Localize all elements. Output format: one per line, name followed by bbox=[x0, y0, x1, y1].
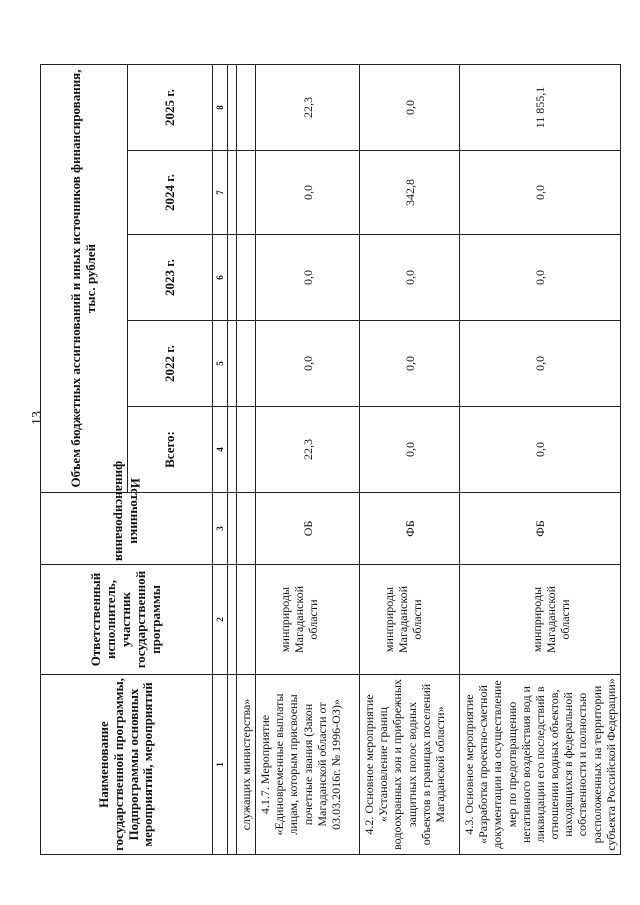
header-year-2025: 2025 г. bbox=[128, 64, 213, 150]
header-total: Всего: bbox=[128, 407, 213, 493]
row-total: 22,3 bbox=[256, 407, 360, 493]
header-year-2022: 2022 г. bbox=[128, 321, 213, 407]
row-responsible: минприроды Магаданской области bbox=[460, 565, 621, 675]
column-number: 6 bbox=[213, 235, 228, 321]
table-row bbox=[360, 64, 460, 854]
row-total: 0,0 bbox=[360, 407, 460, 493]
row-responsible: минприроды Магаданской области bbox=[256, 565, 360, 675]
row-2022: 0,0 bbox=[460, 321, 621, 407]
row-name: 4.2. Основное мероприятие «Установление границ водоохранных зон и прибрежных защитных полос водных объектов в границах поселений Магаданской области» bbox=[360, 675, 460, 855]
page-number: 13 bbox=[30, 411, 45, 425]
blank-cell bbox=[237, 493, 256, 565]
row-responsible: минприроды Магаданской области bbox=[360, 565, 460, 675]
blank-cell bbox=[237, 64, 256, 150]
row-2022: 0,0 bbox=[360, 321, 460, 407]
blank-cell bbox=[228, 565, 237, 675]
header-responsible: Ответственный исполнитель, участник государственной программы bbox=[41, 565, 213, 675]
row-2024: 0,0 bbox=[460, 151, 621, 235]
header-funding-source bbox=[41, 460, 213, 565]
blank-cell bbox=[237, 565, 256, 675]
header-year-2023: 2023 г. bbox=[128, 235, 213, 321]
row-2022: 0,0 bbox=[256, 321, 360, 407]
blank-cell bbox=[228, 151, 237, 235]
row-2023: 0,0 bbox=[460, 235, 621, 321]
row-total: 0,0 bbox=[460, 407, 621, 493]
column-number: 1 bbox=[213, 675, 228, 855]
row-source: ОБ bbox=[256, 493, 360, 565]
blank-cell bbox=[237, 407, 256, 493]
column-number: 2 bbox=[213, 565, 228, 675]
table-row bbox=[256, 64, 360, 854]
row-2023: 0,0 bbox=[256, 235, 360, 321]
row-2024: 342,8 bbox=[360, 151, 460, 235]
column-number: 3 bbox=[213, 493, 228, 565]
column-number: 5 bbox=[213, 321, 228, 407]
header-year-2024: 2024 г. bbox=[128, 151, 213, 235]
blank-cell bbox=[228, 407, 237, 493]
row-source: ФБ bbox=[460, 493, 621, 565]
table-row bbox=[460, 64, 621, 854]
column-number: 8 bbox=[213, 64, 228, 150]
column-number: 4 bbox=[213, 407, 228, 493]
blank-cell bbox=[237, 235, 256, 321]
row-2025: 22,3 bbox=[256, 64, 360, 150]
continuation-text: служащих министерства» bbox=[237, 675, 256, 855]
header-funding-group: Объем бюджетных ассигнований и иных источников финансирования, тыс. рублей bbox=[41, 64, 128, 492]
budget-table bbox=[40, 64, 621, 855]
header-funding-source-text: Источники финансирования bbox=[112, 460, 143, 562]
header-program-name: Наименование государственной программы, Подпрограммы основных мероприятий, мероприятий bbox=[41, 675, 213, 855]
blank-cell bbox=[228, 321, 237, 407]
column-number: 7 bbox=[213, 151, 228, 235]
row-2025: 11 855,1 bbox=[460, 64, 621, 150]
blank-cell bbox=[228, 493, 237, 565]
blank-cell bbox=[237, 151, 256, 235]
row-name: 4.3. Основное мероприятие «Разработка проектно-сметной документации на осуществление мер по предотвращению негативного воздействия вод и ликвидации его последствий в отношении водных объектов, находящихся в федеральной собственности и полностью расположенных на территории субъекта Российской Федерации» bbox=[460, 675, 621, 855]
row-2025: 0,0 bbox=[360, 64, 460, 150]
row-2023: 0,0 bbox=[360, 235, 460, 321]
rotated-table-wrapper bbox=[40, 65, 618, 855]
row-name: 4.1.7. Мероприятие «Единовременные выплаты лицам, которым присвоены почетные звания (Закон Магаданской области от 03.03.2016г. № 1996-ОЗ)» bbox=[256, 675, 360, 855]
row-2024: 0,0 bbox=[256, 151, 360, 235]
blank-cell bbox=[228, 235, 237, 321]
blank-cell bbox=[228, 64, 237, 150]
blank-cell bbox=[237, 321, 256, 407]
row-source: ФБ bbox=[360, 493, 460, 565]
table-row bbox=[237, 64, 256, 854]
blank-cell bbox=[228, 675, 237, 855]
